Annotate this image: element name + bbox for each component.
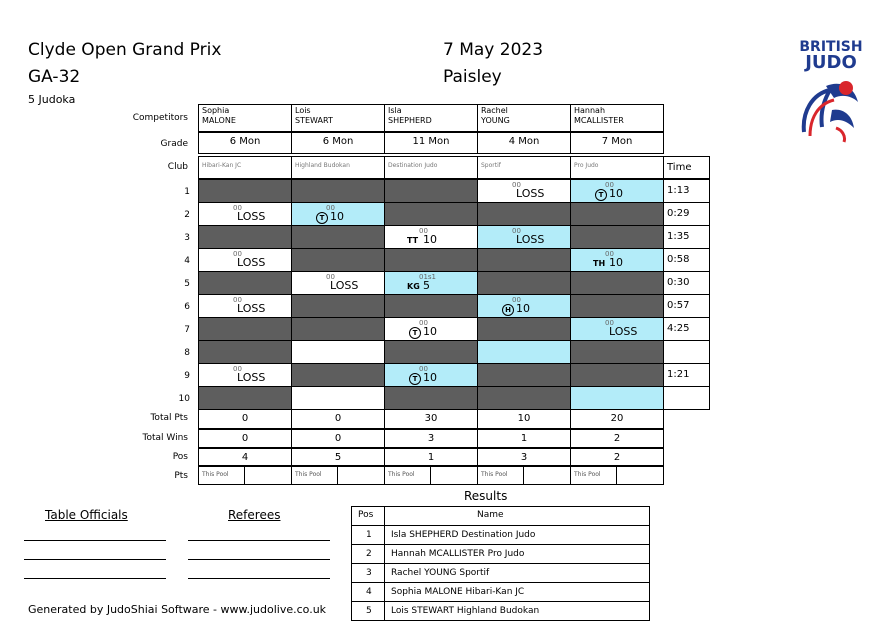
- this-pool-cell: [198, 466, 292, 485]
- competitor-last-name: MALONE: [202, 116, 236, 125]
- grade-cell: 7 Mon: [570, 132, 664, 154]
- score-value: LOSS: [516, 233, 545, 246]
- penalty-circle-icon: H: [502, 304, 514, 316]
- event-venue: Paisley: [443, 67, 502, 87]
- match-result-cell: [570, 363, 664, 387]
- match-result-cell: [384, 271, 478, 295]
- score-detail: 00: [233, 296, 242, 304]
- match-result-cell: [291, 179, 385, 203]
- match-result-cell: [570, 340, 664, 364]
- competitors-label: Competitors: [132, 113, 188, 123]
- pts-label: Pts: [174, 471, 188, 481]
- this-pool-label: This Pool: [202, 471, 229, 478]
- competitor-first-name: Lois: [295, 106, 311, 115]
- match-result-cell: [291, 202, 385, 226]
- match-result-cell: [570, 248, 664, 272]
- score-detail: 00: [233, 250, 242, 258]
- score-detail: 00: [326, 204, 335, 212]
- match-time-cell: 0:58: [663, 248, 710, 272]
- score-value: 10: [516, 302, 530, 315]
- score-detail: 00: [605, 319, 614, 327]
- score-value: 5: [423, 279, 430, 292]
- this-pool-cell: [477, 466, 571, 485]
- match-time-cell: 1:13: [663, 179, 710, 203]
- score-value: 10: [609, 187, 623, 200]
- match-result-cell: [291, 386, 385, 410]
- total-wins-cell: 1: [477, 429, 571, 448]
- competitor-last-name: YOUNG: [481, 116, 510, 125]
- match-result-cell: [570, 386, 664, 410]
- logo-line-1: BRITISH: [799, 39, 863, 55]
- grade-cell: 4 Mon: [477, 132, 571, 154]
- grade-label: Grade: [160, 139, 188, 149]
- score-value: LOSS: [237, 371, 266, 384]
- match-result-cell: [384, 386, 478, 410]
- match-result-cell: [570, 179, 664, 203]
- score-detail: 00: [326, 273, 335, 281]
- match-result-cell: [477, 294, 571, 318]
- results-pos-header: Pos: [351, 506, 385, 526]
- competitor-last-name: MCALLISTER: [574, 116, 624, 125]
- match-number: 2: [184, 210, 190, 220]
- competitor-first-name: Isla: [388, 106, 402, 115]
- pos-cell: 2: [570, 448, 664, 466]
- match-number: 8: [184, 348, 190, 358]
- score-value: LOSS: [516, 187, 545, 200]
- match-result-cell: [384, 317, 478, 341]
- match-result-cell: [291, 294, 385, 318]
- match-result-cell: [384, 340, 478, 364]
- results-title: Results: [464, 489, 508, 503]
- signature-line: [188, 559, 330, 560]
- match-result-cell: [291, 317, 385, 341]
- match-result-cell: [198, 271, 292, 295]
- results-name-cell: Sophia MALONE Hibari-Kan JC: [384, 582, 650, 602]
- score-detail: 00: [512, 296, 521, 304]
- total-wins-cell: 0: [198, 429, 292, 448]
- match-result-cell: [570, 225, 664, 249]
- competitor-name-cell: [570, 104, 664, 132]
- this-pool-label: This Pool: [295, 471, 322, 478]
- results-name-cell: Lois STEWART Highland Budokan: [384, 601, 650, 621]
- total-wins-cell: 0: [291, 429, 385, 448]
- score-code-icon: TT: [407, 236, 419, 245]
- match-time-cell: 0:57: [663, 294, 710, 318]
- score-detail: 00: [419, 365, 428, 373]
- competitor-first-name: Rachel: [481, 106, 508, 115]
- score-value: 10: [423, 325, 437, 338]
- match-result-cell: [198, 179, 292, 203]
- score-code-icon: TH: [593, 259, 606, 268]
- match-result-cell: [291, 248, 385, 272]
- competitor-name-cell: [477, 104, 571, 132]
- results-pos-cell: 5: [351, 601, 385, 621]
- results-pos-cell: 2: [351, 544, 385, 564]
- score-value: 10: [609, 256, 623, 269]
- total-pts-label: Total Pts: [150, 413, 188, 423]
- results-pos-cell: 1: [351, 525, 385, 545]
- match-result-cell: [198, 386, 292, 410]
- this-pool-label: This Pool: [388, 471, 415, 478]
- score-value: LOSS: [609, 325, 638, 338]
- match-result-cell: [477, 340, 571, 364]
- score-detail: 00: [512, 181, 521, 189]
- this-pool-cell: [570, 466, 664, 485]
- this-pool-divider: [430, 467, 431, 484]
- score-value: LOSS: [237, 256, 266, 269]
- signature-line: [188, 578, 330, 579]
- results-name-cell: Rachel YOUNG Sportif: [384, 563, 650, 583]
- match-number: 9: [184, 371, 190, 381]
- score-detail: 01s1: [419, 273, 437, 281]
- club-cell: Highland Budokan: [291, 156, 385, 179]
- this-pool-cell: [291, 466, 385, 485]
- match-result-cell: [384, 363, 478, 387]
- match-number: 3: [184, 233, 190, 243]
- match-time-cell: 0:30: [663, 271, 710, 295]
- match-result-cell: [291, 363, 385, 387]
- match-result-cell: [384, 179, 478, 203]
- match-time-cell: 1:21: [663, 363, 710, 387]
- match-result-cell: [198, 248, 292, 272]
- referees-label: Referees: [228, 508, 281, 522]
- match-result-cell: [198, 340, 292, 364]
- match-number: 7: [184, 325, 190, 335]
- british-judo-logo: [796, 40, 866, 148]
- match-number: 10: [178, 394, 190, 404]
- results-name-cell: Hannah MCALLISTER Pro Judo: [384, 544, 650, 564]
- total-wins-cell: 2: [570, 429, 664, 448]
- match-result-cell: [384, 225, 478, 249]
- competitor-first-name: Sophia: [202, 106, 230, 115]
- club-cell: Pro Judo: [570, 156, 664, 179]
- match-time-cell: 0:29: [663, 202, 710, 226]
- match-result-cell: [384, 248, 478, 272]
- match-result-cell: [477, 386, 571, 410]
- competitor-name-cell: [384, 104, 478, 132]
- match-result-cell: [384, 294, 478, 318]
- match-result-cell: [198, 202, 292, 226]
- match-result-cell: [570, 202, 664, 226]
- match-result-cell: [477, 363, 571, 387]
- score-detail: 00: [605, 181, 614, 189]
- match-result-cell: [477, 248, 571, 272]
- pos-cell: 4: [198, 448, 292, 466]
- match-result-cell: [198, 225, 292, 249]
- competitor-last-name: SHEPHERD: [388, 116, 432, 125]
- pos-cell: 5: [291, 448, 385, 466]
- match-time-cell: [663, 386, 710, 410]
- total-pts-cell: 20: [570, 409, 664, 429]
- club-cell: Hibari-Kan JC: [198, 156, 292, 179]
- total-pts-cell: 0: [198, 409, 292, 429]
- match-result-cell: [291, 340, 385, 364]
- match-result-cell: [477, 225, 571, 249]
- competitor-name-cell: [198, 104, 292, 132]
- signature-line: [188, 540, 330, 541]
- score-value: 10: [423, 233, 437, 246]
- score-detail: 00: [419, 227, 428, 235]
- match-result-cell: [198, 317, 292, 341]
- score-value: LOSS: [330, 279, 359, 292]
- judoka-count: 5 Judoka: [28, 93, 76, 106]
- score-value: 10: [330, 210, 344, 223]
- score-value: 10: [423, 371, 437, 384]
- event-date: 7 May 2023: [443, 40, 544, 60]
- club-cell: Destination Judo: [384, 156, 478, 179]
- match-result-cell: [384, 202, 478, 226]
- score-detail: 00: [512, 227, 521, 235]
- club-cell: Sportif: [477, 156, 571, 179]
- match-result-cell: [477, 202, 571, 226]
- competitor-name-cell: [291, 104, 385, 132]
- match-number: 4: [184, 256, 190, 266]
- grade-cell: 11 Mon: [384, 132, 478, 154]
- pos-cell: 1: [384, 448, 478, 466]
- time-header: Time: [663, 156, 710, 179]
- competitor-first-name: Hannah: [574, 106, 606, 115]
- match-time-cell: [663, 340, 710, 364]
- total-wins-label: Total Wins: [142, 433, 188, 443]
- table-officials-label: Table Officials: [45, 508, 128, 522]
- pos-label: Pos: [172, 452, 188, 462]
- score-value: LOSS: [237, 210, 266, 223]
- logo-line-2: JUDO: [805, 52, 857, 73]
- total-pts-cell: 30: [384, 409, 478, 429]
- competitor-last-name: STEWART: [295, 116, 333, 125]
- total-pts-cell: 0: [291, 409, 385, 429]
- results-name-cell: Isla SHEPHERD Destination Judo: [384, 525, 650, 545]
- match-result-cell: [570, 271, 664, 295]
- match-result-cell: [198, 363, 292, 387]
- match-result-cell: [477, 179, 571, 203]
- match-result-cell: [198, 294, 292, 318]
- match-time-cell: 4:25: [663, 317, 710, 341]
- grade-cell: 6 Mon: [291, 132, 385, 154]
- signature-line: [24, 540, 166, 541]
- results-name-header: Name: [384, 506, 650, 526]
- this-pool-divider: [616, 467, 617, 484]
- signature-line: [24, 559, 166, 560]
- category-title: GA-32: [28, 67, 81, 87]
- score-detail: 00: [233, 204, 242, 212]
- this-pool-label: This Pool: [481, 471, 508, 478]
- match-result-cell: [477, 317, 571, 341]
- score-detail: 00: [605, 250, 614, 258]
- match-number: 1: [184, 187, 190, 197]
- penalty-circle-icon: T: [595, 189, 607, 201]
- total-wins-cell: 3: [384, 429, 478, 448]
- footer-credit: Generated by JudoShiai Software - www.judolive.co.uk: [28, 603, 327, 616]
- match-result-cell: [570, 294, 664, 318]
- this-pool-label: This Pool: [574, 471, 601, 478]
- signature-line: [24, 578, 166, 579]
- judoka-emblem-icon: [796, 72, 866, 144]
- event-title: Clyde Open Grand Prix: [28, 40, 222, 60]
- match-result-cell: [291, 271, 385, 295]
- match-number: 5: [184, 279, 190, 289]
- results-pos-cell: 4: [351, 582, 385, 602]
- score-code-icon: KG: [407, 282, 420, 291]
- penalty-circle-icon: T: [409, 327, 421, 339]
- results-pos-cell: 3: [351, 563, 385, 583]
- grade-cell: 6 Mon: [198, 132, 292, 154]
- this-pool-divider: [244, 467, 245, 484]
- match-result-cell: [291, 225, 385, 249]
- match-number: 6: [184, 302, 190, 312]
- match-result-cell: [477, 271, 571, 295]
- this-pool-cell: [384, 466, 478, 485]
- penalty-circle-icon: T: [409, 373, 421, 385]
- this-pool-divider: [337, 467, 338, 484]
- score-value: LOSS: [237, 302, 266, 315]
- match-time-cell: 1:35: [663, 225, 710, 249]
- score-detail: 00: [233, 365, 242, 373]
- penalty-circle-icon: T: [316, 212, 328, 224]
- match-result-cell: [570, 317, 664, 341]
- pos-cell: 3: [477, 448, 571, 466]
- this-pool-divider: [523, 467, 524, 484]
- club-label: Club: [167, 162, 188, 172]
- total-pts-cell: 10: [477, 409, 571, 429]
- score-detail: 00: [419, 319, 428, 327]
